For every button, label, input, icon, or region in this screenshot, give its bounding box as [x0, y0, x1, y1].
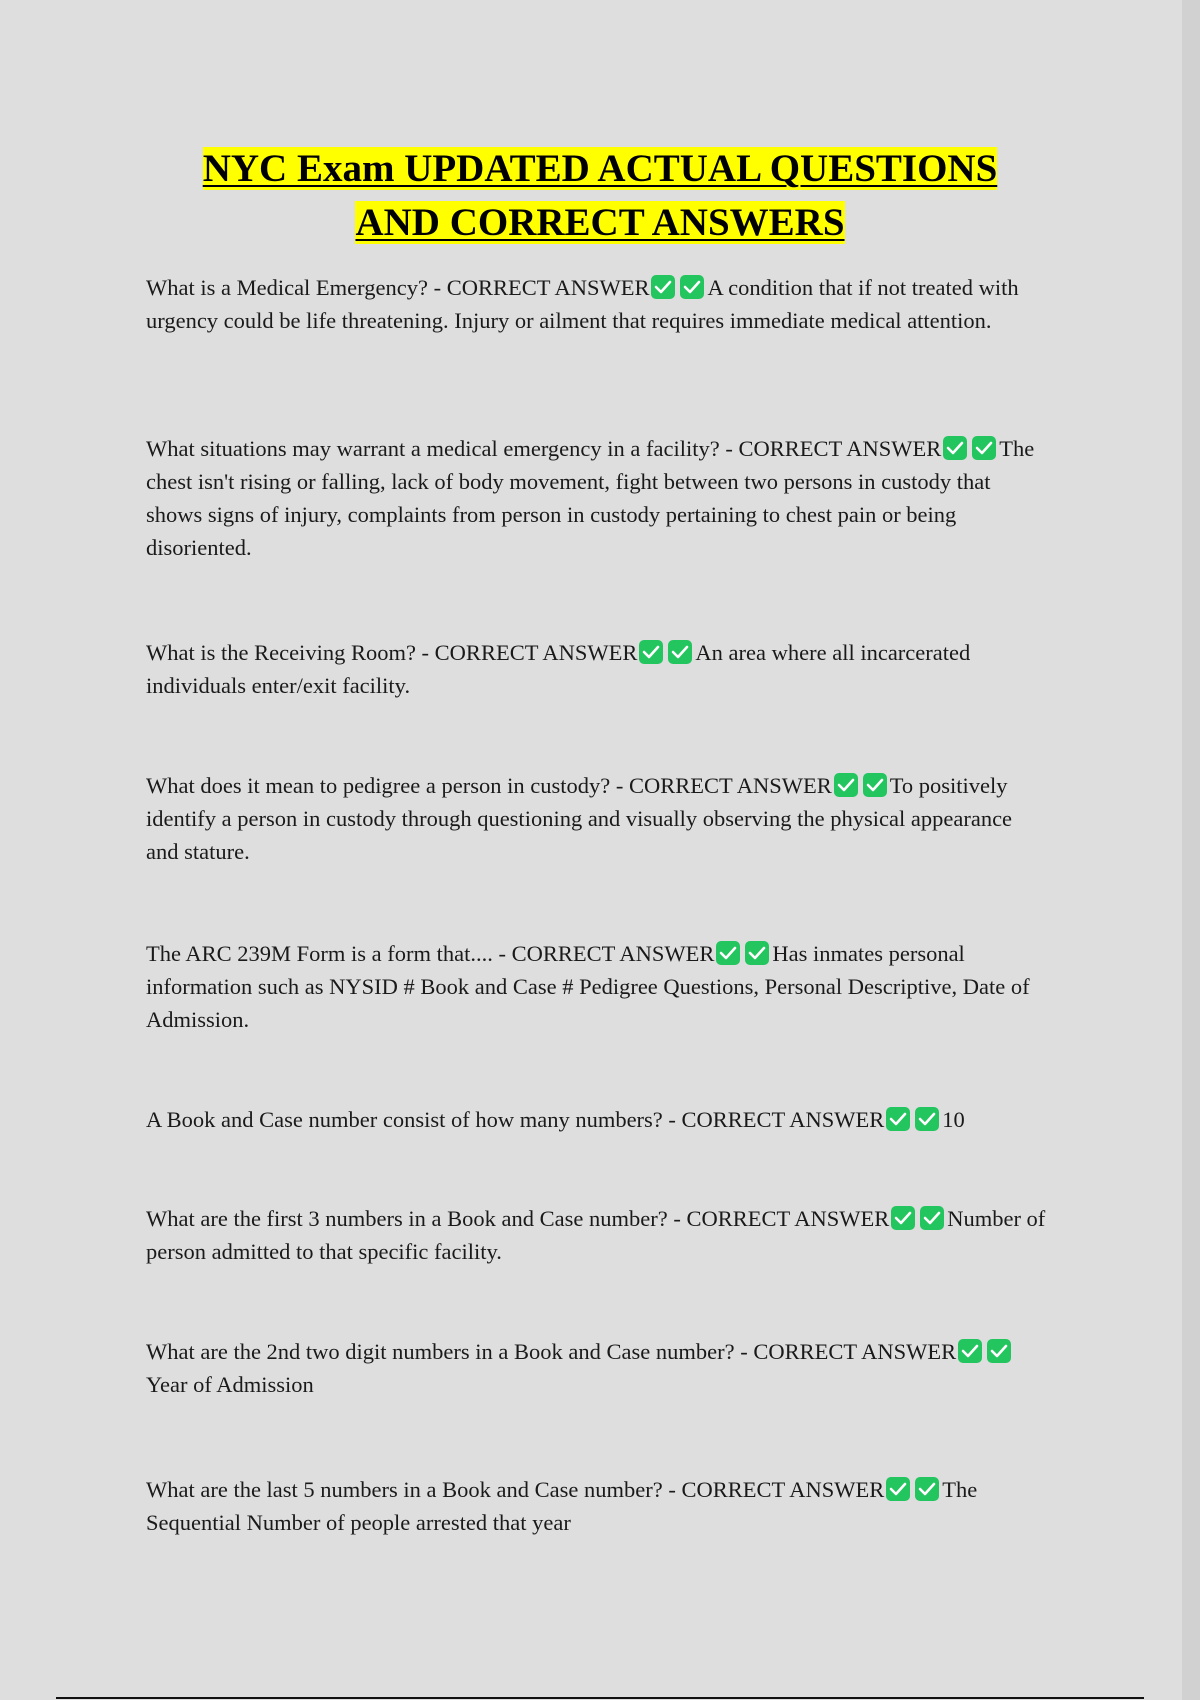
- qa-item: [146, 271, 1046, 337]
- footer-rule: [56, 1697, 1144, 1699]
- question-text: What does it mean to pedigree a person in custody? - CORRECT ANSWER: [146, 773, 832, 798]
- qa-item: [146, 769, 1046, 868]
- check-mark-icon: [886, 1477, 910, 1501]
- question-text: What is the Receiving Room? - CORRECT ANSWER: [146, 640, 638, 665]
- check-mark-icon: [639, 640, 663, 664]
- title-line-2: AND CORRECT ANSWERS: [355, 201, 845, 244]
- answer-text: Has inmates personal information such as NYSID # Book and Case # Pedigree Questions, Personal Descriptive, Date of Admission.: [146, 941, 1030, 1032]
- question-text: What are the last 5 numbers in a Book and Case number? - CORRECT ANSWER: [146, 1477, 885, 1502]
- check-mark-icon: [987, 1339, 1011, 1363]
- check-mark-icon: [863, 773, 887, 797]
- document-title: [60, 142, 1140, 250]
- qa-item: [146, 1103, 1046, 1136]
- check-mark-icon: [680, 275, 704, 299]
- qa-item: [146, 1202, 1046, 1268]
- answer-text: 10: [942, 1107, 965, 1132]
- qa-item: [146, 636, 1046, 702]
- check-mark-icon: [651, 275, 675, 299]
- page-edge: [1182, 0, 1200, 1700]
- qa-item: [146, 1335, 1046, 1401]
- check-mark-icon: [972, 436, 996, 460]
- answer-text: A condition that if not treated with urgency could be life threatening. Injury or ailment that requires immediate medical attention.: [146, 275, 1019, 333]
- answer-text: The chest isn't rising or falling, lack of body movement, fight between two persons in custody that shows signs of injury, complaints from person in custody pertaining to chest pain or being disoriented.: [146, 436, 1035, 560]
- check-mark-icon: [745, 941, 769, 965]
- qa-item: [146, 432, 1046, 564]
- question-text: What is a Medical Emergency? - CORRECT ANSWER: [146, 275, 650, 300]
- check-mark-icon: [886, 1107, 910, 1131]
- question-text: What situations may warrant a medical emergency in a facility? - CORRECT ANSWER: [146, 436, 942, 461]
- answer-text: Number of person admitted to that specific facility.: [146, 1206, 1046, 1264]
- question-text: What are the 2nd two digit numbers in a Book and Case number? - CORRECT ANSWER: [146, 1339, 957, 1364]
- question-text: What are the first 3 numbers in a Book and Case number? - CORRECT ANSWER: [146, 1206, 890, 1231]
- check-mark-icon: [834, 773, 858, 797]
- check-mark-icon: [958, 1339, 982, 1363]
- check-mark-icon: [668, 640, 692, 664]
- check-mark-icon: [716, 941, 740, 965]
- title-line-1: NYC Exam UPDATED ACTUAL QUESTIONS: [202, 147, 998, 190]
- qa-item: [146, 937, 1046, 1036]
- check-mark-icon: [943, 436, 967, 460]
- answer-text: Year of Admission: [146, 1372, 314, 1397]
- question-text: A Book and Case number consist of how many numbers? - CORRECT ANSWER: [146, 1107, 885, 1132]
- question-text: The ARC 239M Form is a form that.... - CORRECT ANSWER: [146, 941, 715, 966]
- qa-item: [146, 1473, 1046, 1539]
- answer-text: The Sequential Number of people arrested that year: [146, 1477, 978, 1535]
- check-mark-icon: [915, 1107, 939, 1131]
- check-mark-icon: [915, 1477, 939, 1501]
- answer-text: An area where all incarcerated individuals enter/exit facility.: [146, 640, 971, 698]
- check-mark-icon: [920, 1206, 944, 1230]
- check-mark-icon: [891, 1206, 915, 1230]
- answer-text: To positively identify a person in custody through questioning and visually observing the physical appearance and stature.: [146, 773, 1013, 864]
